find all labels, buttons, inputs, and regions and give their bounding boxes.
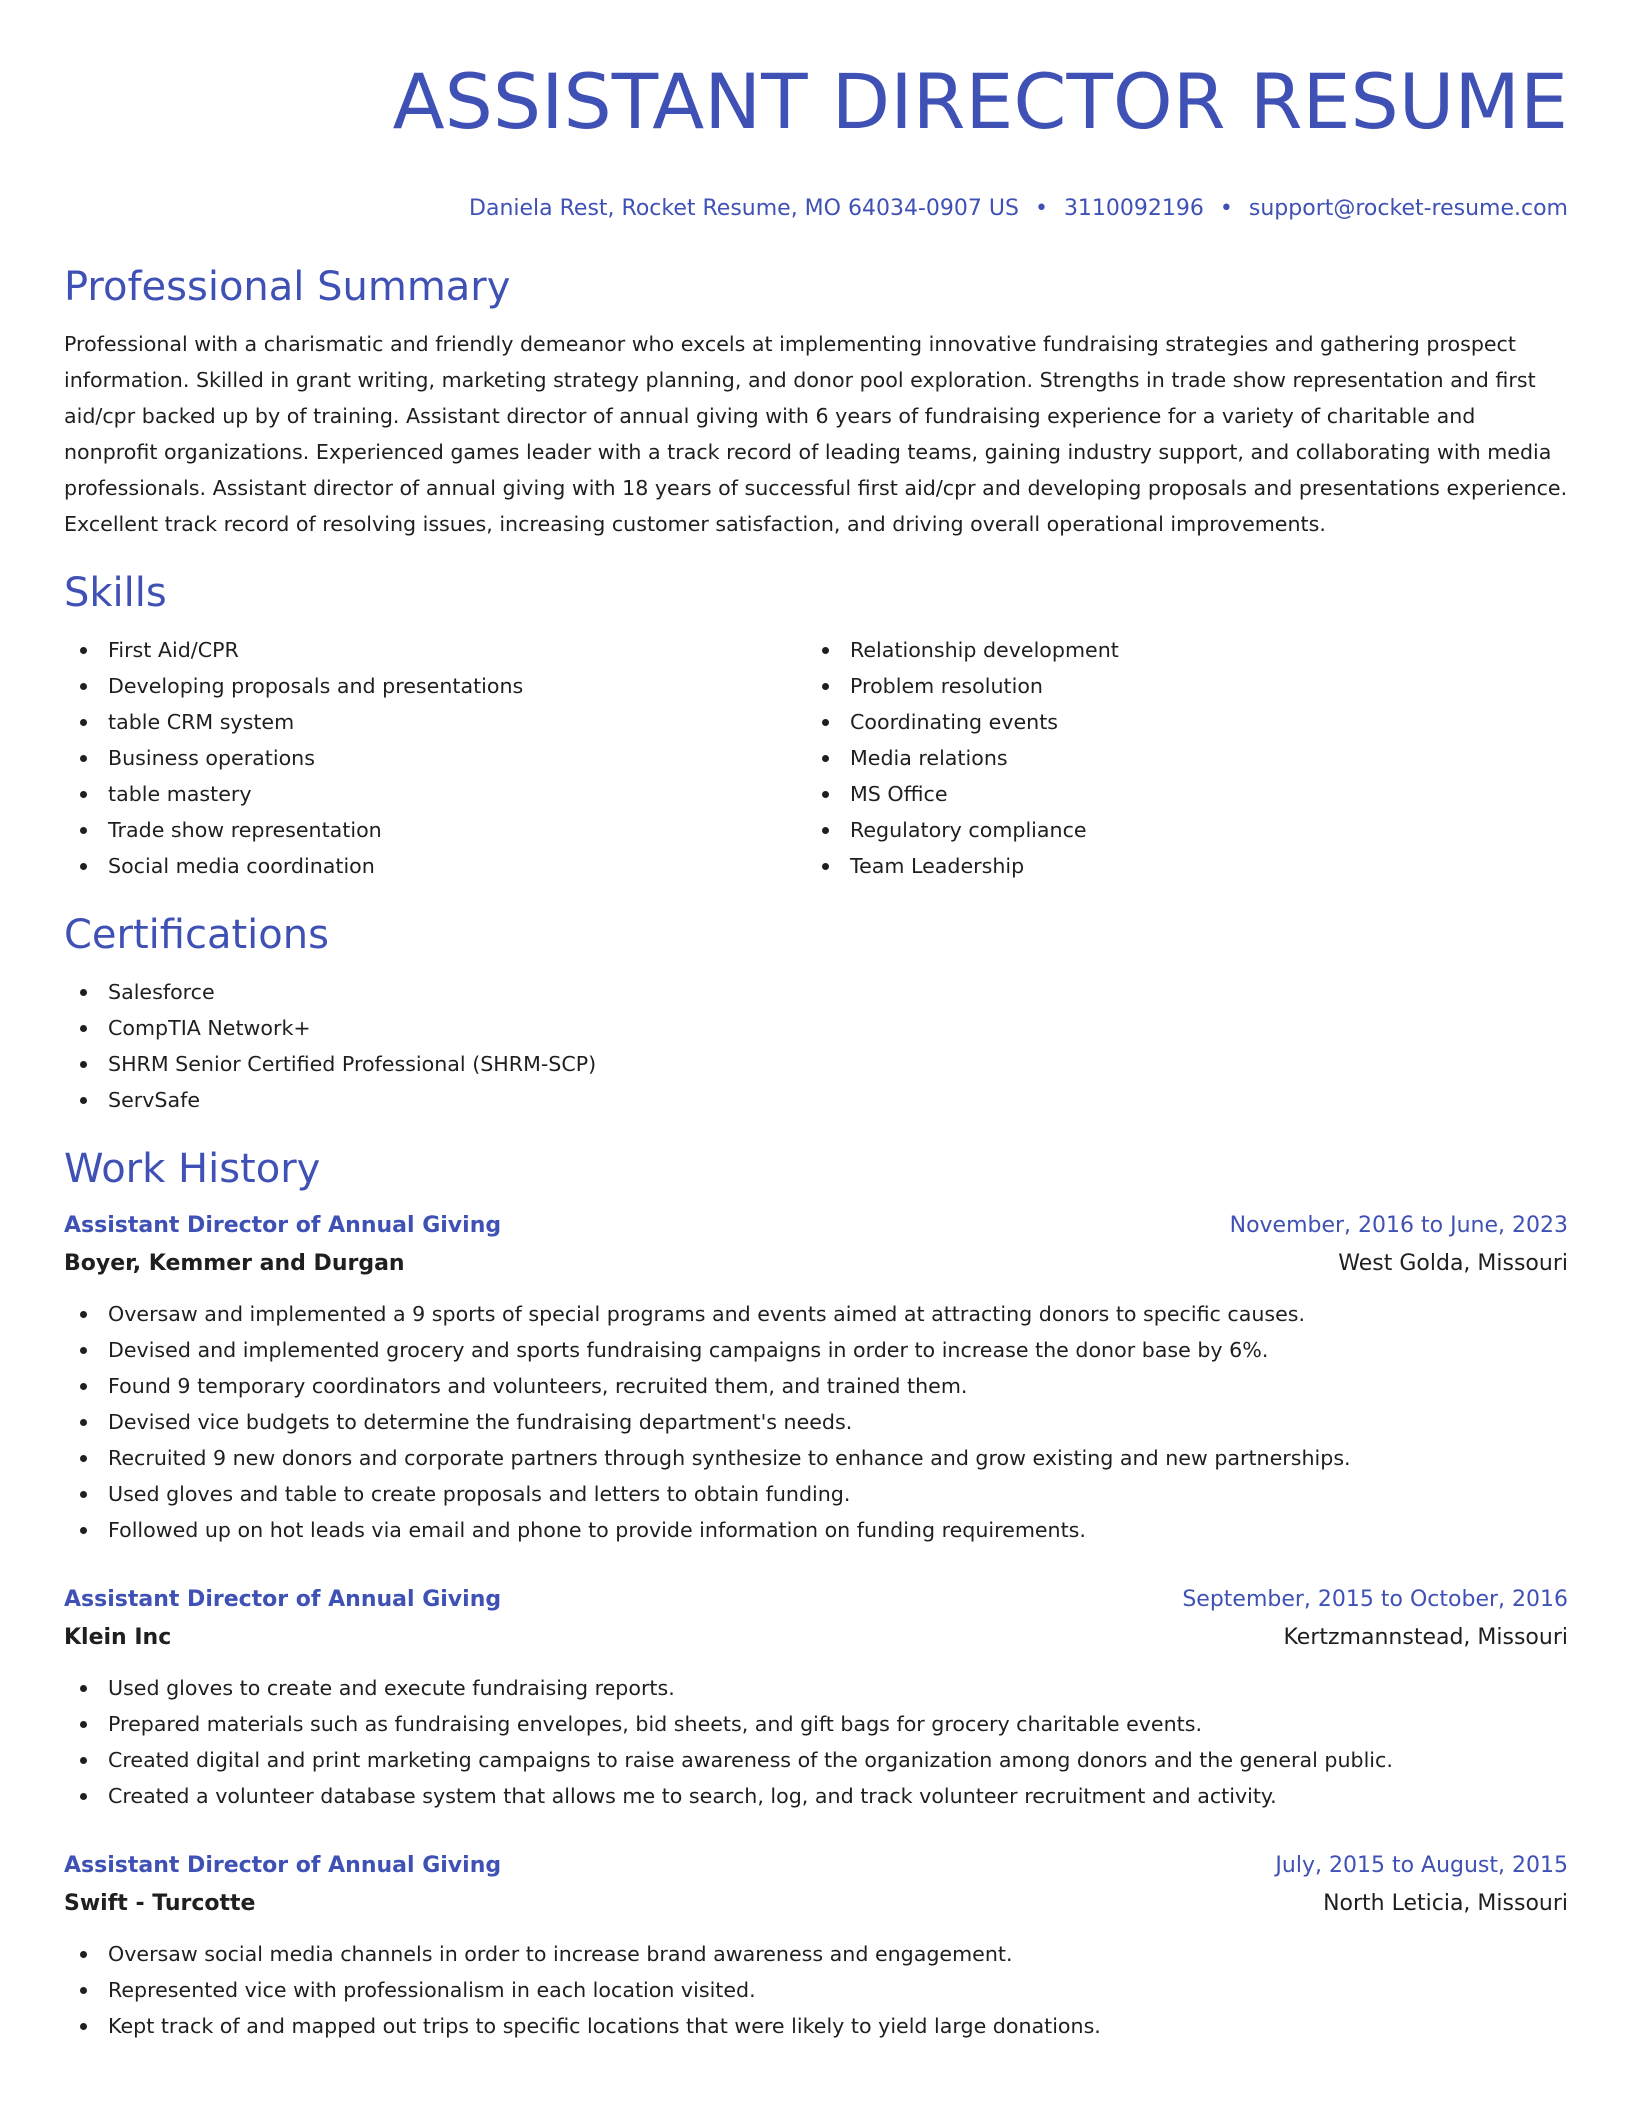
job-dates: November, 2016 to June, 2023 <box>1229 1213 1568 1238</box>
job-entry <box>64 1848 1568 2044</box>
job-title-row <box>64 1208 1568 1244</box>
job-bullet: Used gloves to create and execute fundraising reports. <box>64 1670 1568 1706</box>
skill-item: MS Office <box>806 776 1548 812</box>
job-title: Assistant Director of Annual Giving <box>64 1853 502 1878</box>
skills-column-left <box>64 632 806 884</box>
job-bullet: Created digital and print marketing campaigns to raise awareness of the organization among donors and the general public. <box>64 1742 1568 1778</box>
job-bullet: Followed up on hot leads via email and phone to provide information on funding requirements. <box>64 1512 1568 1548</box>
job-title: Assistant Director of Annual Giving <box>64 1213 502 1238</box>
job-company-row <box>64 1618 1568 1658</box>
job-bullet: Oversaw social media channels in order to increase brand awareness and engagement. <box>64 1936 1568 1972</box>
job-location: West Golda, Missouri <box>1338 1251 1568 1276</box>
job-bullets <box>64 1670 1568 1814</box>
job-bullet: Represented vice with professionalism in each location visited. <box>64 1972 1568 2008</box>
job-bullet: Devised and implemented grocery and sports fundraising campaigns in order to increase the donor base by 6%. <box>64 1332 1568 1368</box>
skill-item: table CRM system <box>64 704 806 740</box>
skill-item: Business operations <box>64 740 806 776</box>
summary-text: Professional with a charismatic and friendly demeanor who excels at implementing innovative fundraising strategies and gathering prospect information. Skilled in grant writing, marketing strategy planning, and donor pool exploration. Strengths in trade show representation and first aid/cpr backed up by of training. Assistant director of annual giving with 6 years of fundraising experience for a variety of charitable and nonprofit organizations. Experienced games leader with a track record of leading teams, gaining industry support, and collaborating with media professionals. Assistant director of annual giving with 18 years of successful first aid/cpr and developing proposals and presentations experience. Excellent track record of resolving issues, increasing customer satisfaction, and driving overall operational improvements. <box>64 332 1568 536</box>
job-entry <box>64 1582 1568 1814</box>
skills-columns <box>64 632 1568 884</box>
skill-item: Regulatory compliance <box>806 812 1548 848</box>
job-title-row <box>64 1582 1568 1618</box>
job-company: Swift - Turcotte <box>64 1891 256 1916</box>
certifications-heading: Certifications <box>64 912 329 958</box>
job-bullet: Created a volunteer database system that allows me to search, log, and track volunteer recruitment and activity. <box>64 1778 1568 1814</box>
certification-item: CompTIA Network+ <box>64 1010 1568 1046</box>
resume-page <box>64 0 1568 2044</box>
job-company-row <box>64 1244 1568 1284</box>
skills-list-right <box>806 632 1548 884</box>
job-company-row <box>64 1884 1568 1924</box>
skill-item: Media relations <box>806 740 1548 776</box>
job-title-row <box>64 1848 1568 1884</box>
job-company: Klein Inc <box>64 1625 172 1650</box>
job-bullet: Prepared materials such as fundraising envelopes, bid sheets, and gift bags for grocery charitable events. <box>64 1706 1568 1742</box>
job-bullet: Used gloves and table to create proposals and letters to obtain funding. <box>64 1476 1568 1512</box>
job-bullets <box>64 1936 1568 2044</box>
job-bullet: Found 9 temporary coordinators and volunteers, recruited them, and trained them. <box>64 1368 1568 1404</box>
job-dates: July, 2015 to August, 2015 <box>1275 1853 1568 1878</box>
work-history-heading: Work History <box>64 1146 321 1192</box>
job-company: Boyer, Kemmer and Durgan <box>64 1251 405 1276</box>
skill-item: Developing proposals and presentations <box>64 668 806 704</box>
job-dates: September, 2015 to October, 2016 <box>1182 1587 1568 1612</box>
job-bullet: Kept track of and mapped out trips to specific locations that were likely to yield large donations. <box>64 2008 1568 2044</box>
certification-item: Salesforce <box>64 974 1568 1010</box>
skill-item: Team Leadership <box>806 848 1548 884</box>
skill-item: Trade show representation <box>64 812 806 848</box>
skill-item: Coordinating events <box>806 704 1548 740</box>
certification-item: SHRM Senior Certified Professional (SHRM-SCP) <box>64 1046 1568 1082</box>
job-bullets <box>64 1296 1568 1548</box>
certifications-list <box>64 974 1568 1118</box>
contact-line <box>64 194 1568 224</box>
job-title: Assistant Director of Annual Giving <box>64 1587 502 1612</box>
skills-column-right <box>806 632 1548 884</box>
job-bullet: Oversaw and implemented a 9 sports of special programs and events aimed at attracting donors to specific causes. <box>64 1296 1568 1332</box>
resume-title: ASSISTANT DIRECTOR RESUME <box>392 57 1568 146</box>
job-entry <box>64 1208 1568 1548</box>
certification-item: ServSafe <box>64 1082 1568 1118</box>
contact-address: Daniela Rest, Rocket Resume, MO 64034-0907 US <box>469 196 1019 221</box>
contact-email: support@rocket-resume.com <box>1248 196 1568 221</box>
job-bullet: Recruited 9 new donors and corporate partners through synthesize to enhance and grow existing and new partnerships. <box>64 1440 1568 1476</box>
contact-phone: 3110092196 <box>1063 196 1204 221</box>
skill-item: Relationship development <box>806 632 1548 668</box>
skill-item: table mastery <box>64 776 806 812</box>
skills-heading: Skills <box>64 570 167 616</box>
skill-item: Problem resolution <box>806 668 1548 704</box>
job-bullet: Devised vice budgets to determine the fundraising department's needs. <box>64 1404 1568 1440</box>
job-location: North Leticia, Missouri <box>1323 1891 1568 1916</box>
skills-list-left <box>64 632 806 884</box>
contact-separator: • <box>1219 196 1233 221</box>
skill-item: Social media coordination <box>64 848 806 884</box>
skill-item: First Aid/CPR <box>64 632 806 668</box>
job-location: Kertzmannstead, Missouri <box>1283 1625 1568 1650</box>
contact-separator: • <box>1034 196 1048 221</box>
summary-heading: Professional Summary <box>64 264 511 310</box>
